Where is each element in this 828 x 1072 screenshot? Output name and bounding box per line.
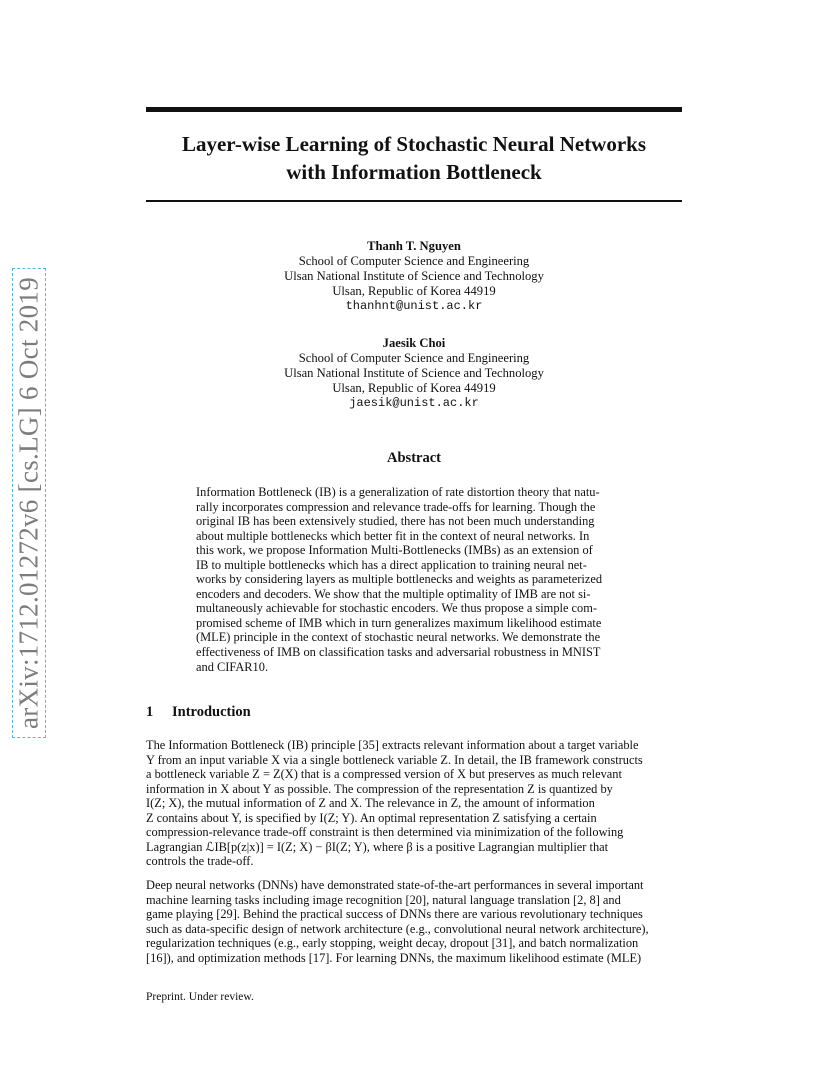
abstract-line: multaneously achievable for stochastic encoders. We thus propose a simple com- <box>196 601 598 616</box>
abstract-line: effectiveness of IMB on classification tasks and adversarial robustness in MNIST <box>196 645 601 660</box>
arxiv-stamp <box>12 268 46 738</box>
abstract-line: works by considering layers as multiple bottlenecks and weights as parameterized <box>196 572 603 587</box>
abstract-heading: Abstract <box>387 450 441 466</box>
author-institution: Ulsan National Institute of Science and Technology <box>284 366 544 380</box>
abstract-line: and CIFAR10. <box>196 659 269 674</box>
abstract-line: (MLE) principle in the context of stochastic neural networks. We demonstrate the <box>196 630 601 645</box>
title-top-rule <box>146 107 682 112</box>
body-line: regularization techniques (e.g., early stopping, weight decay, dropout [31], and batch normalization <box>146 936 639 951</box>
body-line: information in X about Y as possible. The compression of the representation Z is quantized by <box>146 781 613 796</box>
title-line-1: Layer-wise Learning of Stochastic Neural Networks <box>181 132 647 156</box>
author-institution: Ulsan National Institute of Science and Technology <box>284 269 544 283</box>
intro-paragraph-2 <box>146 878 682 965</box>
abstract-line: encoders and decoders. We show that the multiple optimality of IMB are not si- <box>196 586 591 601</box>
author-address: Ulsan, Republic of Korea 44919 <box>332 381 496 395</box>
body-line: I(Z; X), the mutual information of Z and X. The relevance in Z, the amount of information <box>146 796 595 811</box>
body-line: such as data-specific design of network architecture (e.g., convolutional neural network architecture), <box>146 921 649 936</box>
body-line: The Information Bottleneck (IB) principle [35] extracts relevant information about a target variable <box>146 738 639 752</box>
author-block-2 <box>146 336 682 411</box>
paper-title <box>146 130 682 186</box>
body-line: Z contains about Y, is specified by I(Z; Y). An optimal representation Z satisfying a certain <box>146 810 597 825</box>
preprint-footer: Preprint. Under review. <box>146 991 254 1003</box>
title-line-2: with Information Bottleneck <box>286 160 542 184</box>
intro-paragraph-1 <box>146 738 682 869</box>
author-affiliation: School of Computer Science and Engineering <box>298 351 530 365</box>
body-line: [16]), and optimization methods [17]. For learning DNNs, the maximum likelihood estimate (MLE) <box>146 950 642 965</box>
abstract-line: rally incorporates compression and relevance trade-offs for learning. Though the <box>196 499 596 514</box>
author-email: thanhnt@unist.ac.kr <box>345 299 483 313</box>
section-heading <box>146 704 251 721</box>
body-line: machine learning tasks including image recognition [20], natural language translation [2, 8] and <box>146 892 621 907</box>
author-name: Jaesik Choi <box>382 336 446 350</box>
abstract-line: Information Bottleneck (IB) is a generalization of rate distortion theory that natu- <box>196 485 600 499</box>
title-bottom-rule <box>146 200 682 202</box>
body-line: compression-relevance trade-off constraint is then determined via minimization of the following <box>146 825 624 840</box>
body-line: controls the trade-off. <box>146 854 254 869</box>
abstract-line: promised scheme of IMB which in turn generalizes maximum likelihood estimate <box>196 615 602 630</box>
body-line: game playing [29]. Behind the practical success of DNNs there are various revolutionary techniques <box>146 907 643 922</box>
section-title: Introduction <box>172 704 251 720</box>
body-line: Lagrangian ℒIB[p(z|x)] = I(Z; X) − βI(Z; Y), where β is a positive Lagrangian multiplier that <box>146 839 609 854</box>
abstract-line: about multiple bottlenecks which better fit in the context of neural networks. In <box>196 528 590 543</box>
section-number: 1 <box>146 704 154 720</box>
body-line: Deep neural networks (DNNs) have demonstrated state-of-the-art performances in several important <box>146 878 644 892</box>
author-block-1 <box>146 239 682 314</box>
abstract-line: original IB has been extensively studied, there has not been much understanding <box>196 514 595 529</box>
author-affiliation: School of Computer Science and Engineering <box>298 254 530 268</box>
abstract-body <box>196 485 633 674</box>
abstract-line: this work, we propose Information Multi-Bottlenecks (IMBs) as an extension of <box>196 543 593 558</box>
body-line: Y from an input variable X via a single bottleneck variable Z. In detail, the IB framework constructs <box>146 752 643 767</box>
author-name: Thanh T. Nguyen <box>367 239 461 253</box>
arxiv-stamp-text: arXiv:1712.01272v6 [cs.LG] 6 Oct 2019 <box>13 276 44 730</box>
author-address: Ulsan, Republic of Korea 44919 <box>332 284 496 298</box>
body-line: a bottleneck variable Z = Z(X) that is a compressed version of X but preserves as much relevant <box>146 767 622 782</box>
abstract-line: IB to multiple bottlenecks which has a direct application to training neural net- <box>196 557 587 572</box>
author-email: jaesik@unist.ac.kr <box>349 396 479 410</box>
